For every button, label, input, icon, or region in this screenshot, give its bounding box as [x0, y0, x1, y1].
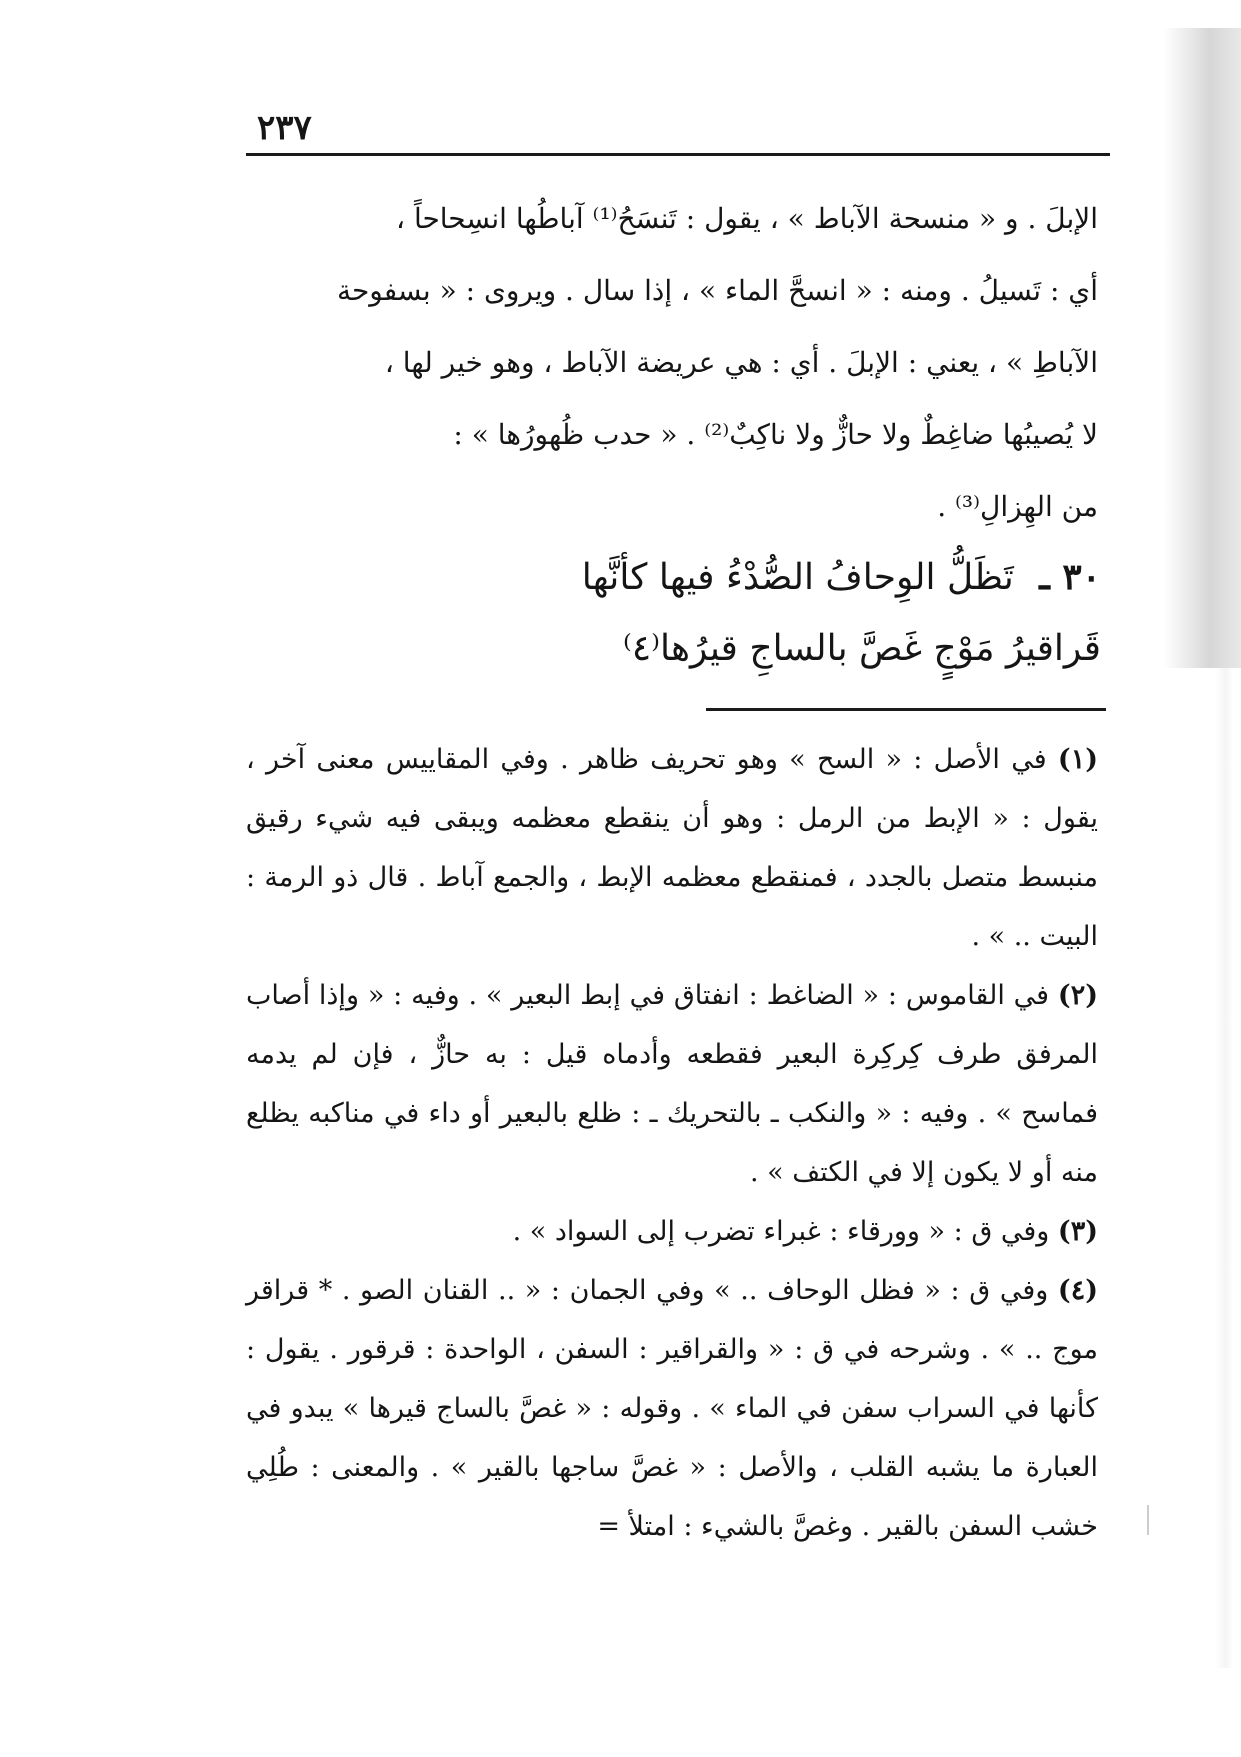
footnote-text: وفي ق : « وورقاء : غبراء تضرب إلى السواد » . — [512, 1216, 1050, 1247]
footnote-number: (٤) — [1057, 1275, 1098, 1306]
footnote-text: في الأصل : « السح » وهو تحريف ظاهر . وفي المقاييس معنى آخر ، يقول : « الإبط من الرمل : وهو أن ينقطع معظمه ويبقى فيه شيء رقيق منبسط متصل بالجدد ، فمنقطع معظمه الإبط ، والجمع آباط . قال ذو الرمة : البيت .. » . — [246, 744, 1098, 952]
verse-number: ٣٠ ـ — [1039, 556, 1101, 598]
verse-hemistich-1: تَظَلُّ الوِحافُ الصُّدْءُ فيها كأنَّها — [581, 557, 1014, 598]
footnote-text: في القاموس : « الضاغط : انفتاق في إبط البعير » . وفيه : « وإذا أصاب المرفق طرف كِركِرة البعير فقطعه وأدماه قيل : به حازٌّ ، فإن لم يدمه فماسح » . وفيه : « والنكب ـ بالتحريك ـ : ظلع بالبعير أو داء في مناكبه يظلع منه أو لا يكون إلا في الكتف » . — [246, 980, 1098, 1188]
footnote — [246, 1202, 1098, 1261]
main-text-line: من الهِزالِ⁽³⁾ . — [937, 490, 1098, 523]
footnote — [246, 1261, 1098, 1556]
scan-mark — [1137, 1505, 1149, 1535]
footnote-number: (١) — [1057, 744, 1098, 775]
footnote-rule — [706, 708, 1106, 711]
verse-first-hemistich — [501, 556, 1101, 598]
page-number: ٢٣٧ — [257, 108, 312, 148]
footnotes — [246, 730, 1098, 1556]
main-text-line: الإبلَ . و « منسحة الآباط » ، يقول : تَنسَحُ⁽¹⁾ آباطُها انسِحاحاً ، — [396, 202, 1098, 235]
scanned-page-edge — [1163, 28, 1241, 668]
footnote — [246, 730, 1098, 966]
verse-second-hemistich — [321, 628, 1101, 669]
footnote-number: (٢) — [1057, 980, 1098, 1011]
footnote — [246, 966, 1098, 1202]
main-text — [246, 183, 1098, 543]
footnote-number: (٣) — [1057, 1216, 1098, 1247]
scanned-page-edge-lower — [1215, 668, 1233, 1668]
verse-hemistich-2: قَراقيرُ مَوْجٍ غَصَّ بالساجِ قيرُها⁽٤⁾ — [622, 628, 1101, 669]
main-text-line: أي : تَسيلُ . ومنه : « انسحَّ الماء » ، إذا سال . ويروى : « بسفوحة — [336, 274, 1098, 307]
header-rule — [246, 153, 1110, 156]
main-text-line: لا يُصيبُها ضاغِطٌ ولا حازٌّ ولا ناكِبٌ⁽²⁾ . « حدب ظُهورُها » : — [453, 418, 1098, 451]
footnote-text: وفي ق : « فظل الوحاف .. » وفي الجمان : « .. القنان الصو . * قراقر موج .. » . وشرحه في ق : « والقراقير : السفن ، الواحدة : قرقور . يقول : كأنها في السراب سفن في الماء » . وقوله : « غصَّ بالساج قيرها » يبدو في العبارة ما يشبه القلب ، والأصل : « غصَّ ساجها بالقير » . والمعنى : طُلِي خشب السفن بالقير . وغصَّ بالشيء : امتلأ = — [246, 1275, 1098, 1542]
main-text-line: الآباطِ » ، يعني : الإبلَ . أي : هي عريضة الآباط ، وهو خير لها ، — [384, 346, 1098, 379]
